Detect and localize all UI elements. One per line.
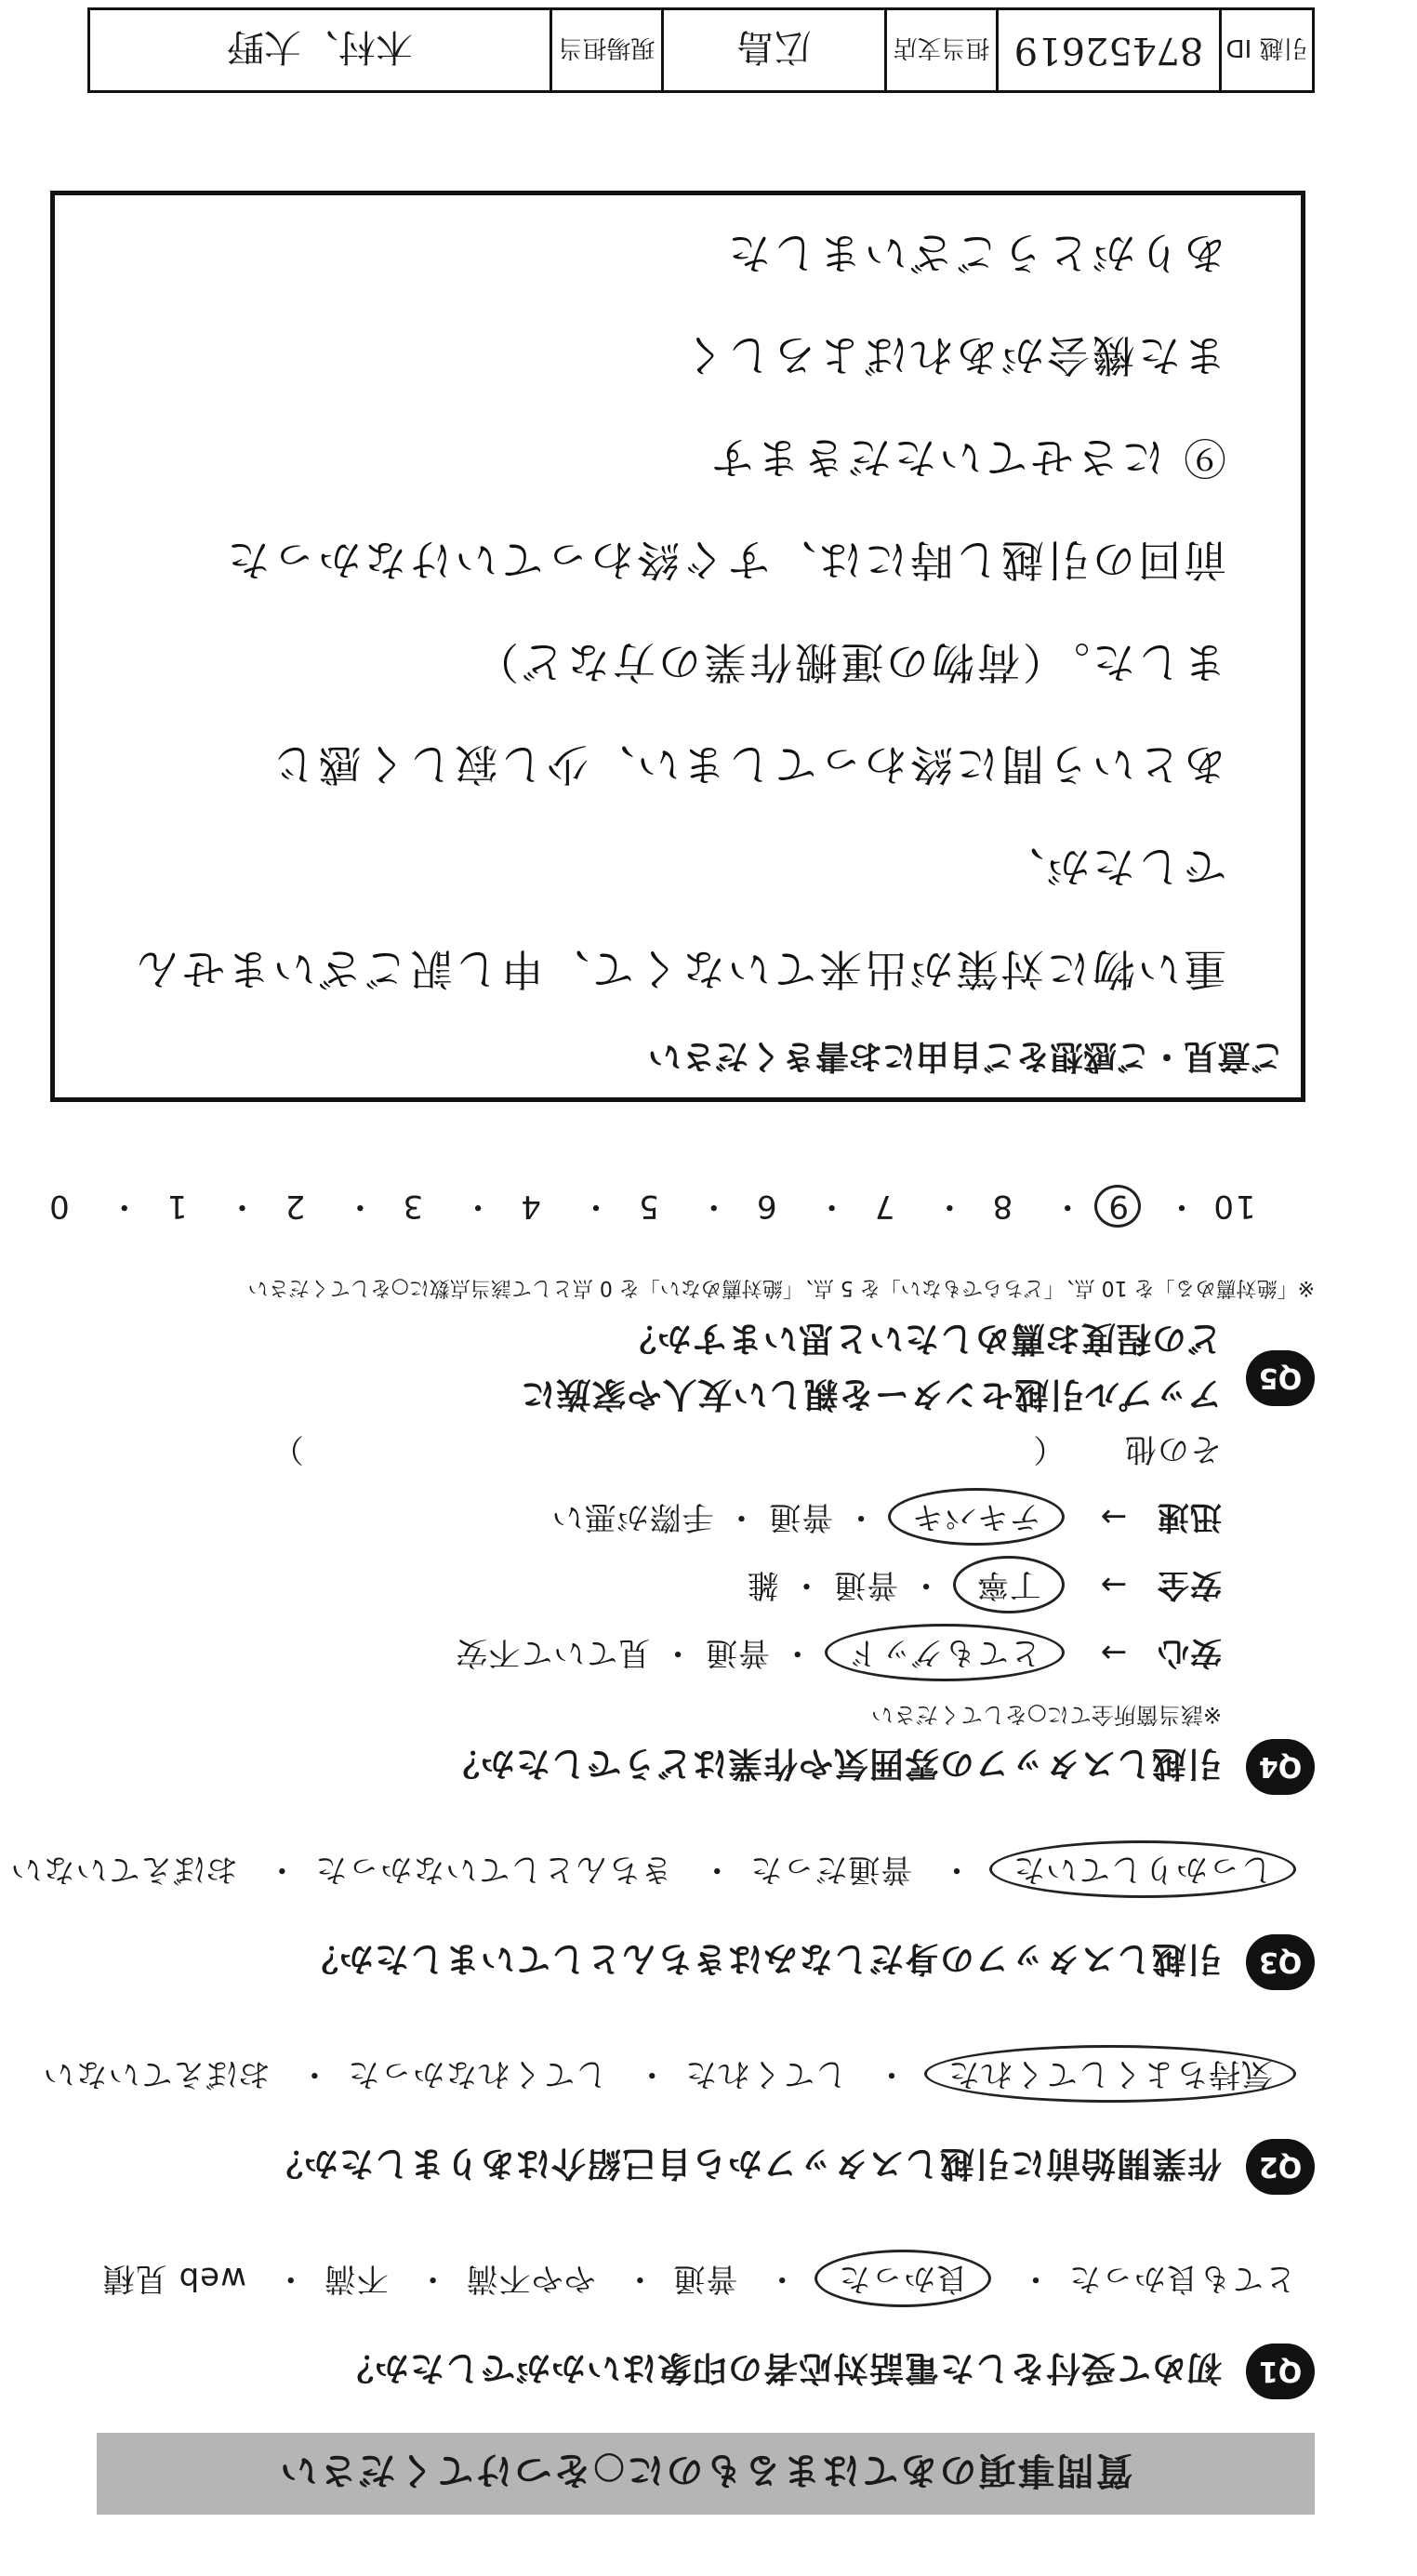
comment-line: ありがとうございました	[725, 228, 1226, 278]
comment-line: 前回の引越し時には、すぐ終わっていけなかった	[224, 535, 1226, 585]
move-id-label: 引越 ID	[1219, 10, 1312, 90]
q3-option[interactable]: 普通だった	[749, 1851, 913, 1888]
comment-line: ⑨ にさせていただきます	[708, 432, 1226, 483]
q1-text: 初めて受付をした電話対応者の印象はいかがでしたか？	[338, 2348, 1222, 2388]
q2-option[interactable]: してくれた	[684, 2055, 848, 2092]
q1-option[interactable]: 普通	[672, 2260, 738, 2297]
q4-note: ※該当箇所全てに○をしてください	[870, 1702, 1222, 1728]
q5-score[interactable]: 8	[990, 1188, 1013, 1225]
question-2	[13, 2054, 1315, 2195]
arrow-right-icon: →	[1099, 1498, 1128, 1535]
comment-line: ました。（荷物の運搬作業の方など）	[473, 637, 1226, 687]
q3-option[interactable]: きちんとしていなかった	[314, 1851, 673, 1888]
q4-option[interactable]: 普通	[833, 1566, 899, 1603]
q4-row-label: 安全	[1157, 1566, 1222, 1603]
instruction-band: 質問事項のあてはまるものに○をつけてください	[97, 2433, 1315, 2515]
arrow-right-icon: →	[1099, 1634, 1128, 1671]
free-comment-title: ご意見・ご感想をご自由にお書きください	[647, 1037, 1284, 1075]
q4-option-selected[interactable]: テキパキ	[888, 1488, 1065, 1546]
q4-other-open: （	[1032, 1430, 1066, 1467]
q5-text-line1: アップル引越センターを親しい友人や家族に	[520, 1374, 1222, 1414]
q4-option[interactable]: 手際が悪い	[550, 1498, 714, 1535]
q4-row-anshin: 安心 → とてもグッド ・ 普通 ・ 見ていて不安	[13, 1633, 1222, 1679]
q4-other-row	[13, 1429, 1222, 1475]
q5-score[interactable]: 1	[165, 1188, 188, 1225]
q2-options: 気持ちよくしてくれた・ してくれた・ してくれなかった・ おぼえていない	[13, 2054, 1296, 2100]
move-id-value[interactable]: 87452619	[996, 10, 1219, 90]
q1-option[interactable]: とても良かった	[1068, 2260, 1296, 2297]
arrow-right-icon: →	[1099, 1566, 1128, 1603]
q4-row-label: 迅速	[1157, 1498, 1222, 1535]
q5-score[interactable]: 6	[754, 1188, 777, 1225]
q4-text: 引越しスタッフの雰囲気や作業はどうでしたか？	[444, 1744, 1222, 1784]
q1-option-selected[interactable]: 良かった	[814, 2250, 991, 2307]
q2-option[interactable]: おぼえていない	[42, 2055, 271, 2092]
q4-option[interactable]: 普通	[768, 1498, 834, 1535]
q5-badge: Q5	[1246, 1350, 1315, 1406]
q3-badge: Q3	[1246, 1934, 1315, 1990]
q1-option[interactable]: やや不満	[465, 2260, 596, 2297]
q5-score[interactable]: 7	[872, 1188, 895, 1225]
branch-label: 担当支店	[884, 10, 996, 90]
q3-option-selected[interactable]: しっかりしていた	[989, 1840, 1296, 1898]
q4-option-selected[interactable]: とてもグッド	[825, 1624, 1065, 1681]
q2-text: 作業開始前に引越しスタッフから自己紹介はありましたか？	[268, 2144, 1222, 2184]
free-comment-box[interactable]	[50, 191, 1305, 1102]
footer-info-row	[87, 7, 1315, 93]
q1-option[interactable]: 不満	[323, 2260, 389, 2297]
q5-score[interactable]: 3	[401, 1188, 424, 1225]
staff-label: 現場担当	[550, 10, 661, 90]
q2-badge: Q2	[1246, 2139, 1315, 2195]
q4-option[interactable]: 普通	[704, 1634, 770, 1671]
q1-options: とても良かった・ 良かった・ 普通・ やや不満・ 不満・ web 見積	[13, 2259, 1296, 2304]
q5-score[interactable]: 2	[283, 1188, 306, 1225]
question-3	[9, 1850, 1315, 1990]
q4-option[interactable]: 見ていて不安	[455, 1634, 651, 1671]
question-4	[13, 1429, 1315, 1795]
comment-line: あという間に終わってしまい、少し寂しく感じ	[270, 739, 1226, 790]
q2-option[interactable]: してくれなかった	[347, 2055, 608, 2092]
q5-text-line2: どの程度お薦めしたいと思いますか？	[621, 1319, 1222, 1359]
q4-badge: Q4	[1246, 1739, 1315, 1795]
q4-other-label: その他	[1124, 1430, 1222, 1467]
q5-note: ※「絶対薦める」を 10 点、「どちらでもない」を 5 点、「絶対薦めない」を 0 点として該当点数に○をしてください	[247, 1276, 1315, 1299]
q5-score[interactable]: 5	[637, 1188, 659, 1225]
q4-row-jinsoku: 迅速 → テキパキ ・ 普通 ・ 手際が悪い	[13, 1497, 1222, 1543]
question-5	[13, 1185, 1315, 1423]
q5-score[interactable]: 10	[1212, 1188, 1256, 1225]
branch-value[interactable]: 広島	[661, 10, 884, 90]
q4-other-close: ）	[271, 1430, 304, 1467]
q4-row-label: 安心	[1157, 1634, 1222, 1671]
q4-option-selected[interactable]: 丁寧	[953, 1556, 1065, 1613]
q4-row-anzen: 安全 → 丁寧 ・ 普通 ・ 雑	[13, 1565, 1222, 1611]
comment-line: 重い物に対策が出来ていなくて、申し訳ございませんでしたが、	[133, 842, 1226, 994]
q1-option[interactable]: web 見積	[101, 2260, 246, 2297]
q5-scale: 10・ 9・ 8・ 7・ 6・ 5・ 4・ 3・ 2・ 1・ 0	[13, 1185, 1259, 1232]
q3-options: しっかりしていた・ 普通だった・ きちんとしていなかった・ おぼえていない	[13, 1850, 1296, 1895]
staff-value[interactable]: 木村、大野	[227, 25, 413, 69]
q2-option-selected[interactable]: 気持ちよくしてくれた	[924, 2045, 1296, 2103]
q5-score[interactable]: 4	[519, 1188, 541, 1225]
q3-option[interactable]: おぼえていない	[9, 1851, 238, 1888]
question-1	[13, 2259, 1315, 2399]
q3-text: 引越しスタッフの身だしなみはきちんとしていましたか？	[303, 1939, 1222, 1979]
q5-score-selected[interactable]: 9	[1094, 1185, 1141, 1228]
q5-score[interactable]: 0	[47, 1188, 70, 1225]
q1-badge: Q1	[1246, 2344, 1315, 2399]
comment-line: また機会があればよろしく	[680, 330, 1226, 380]
q4-option[interactable]: 雑	[746, 1566, 779, 1603]
handwritten-comment	[55, 202, 1301, 1020]
